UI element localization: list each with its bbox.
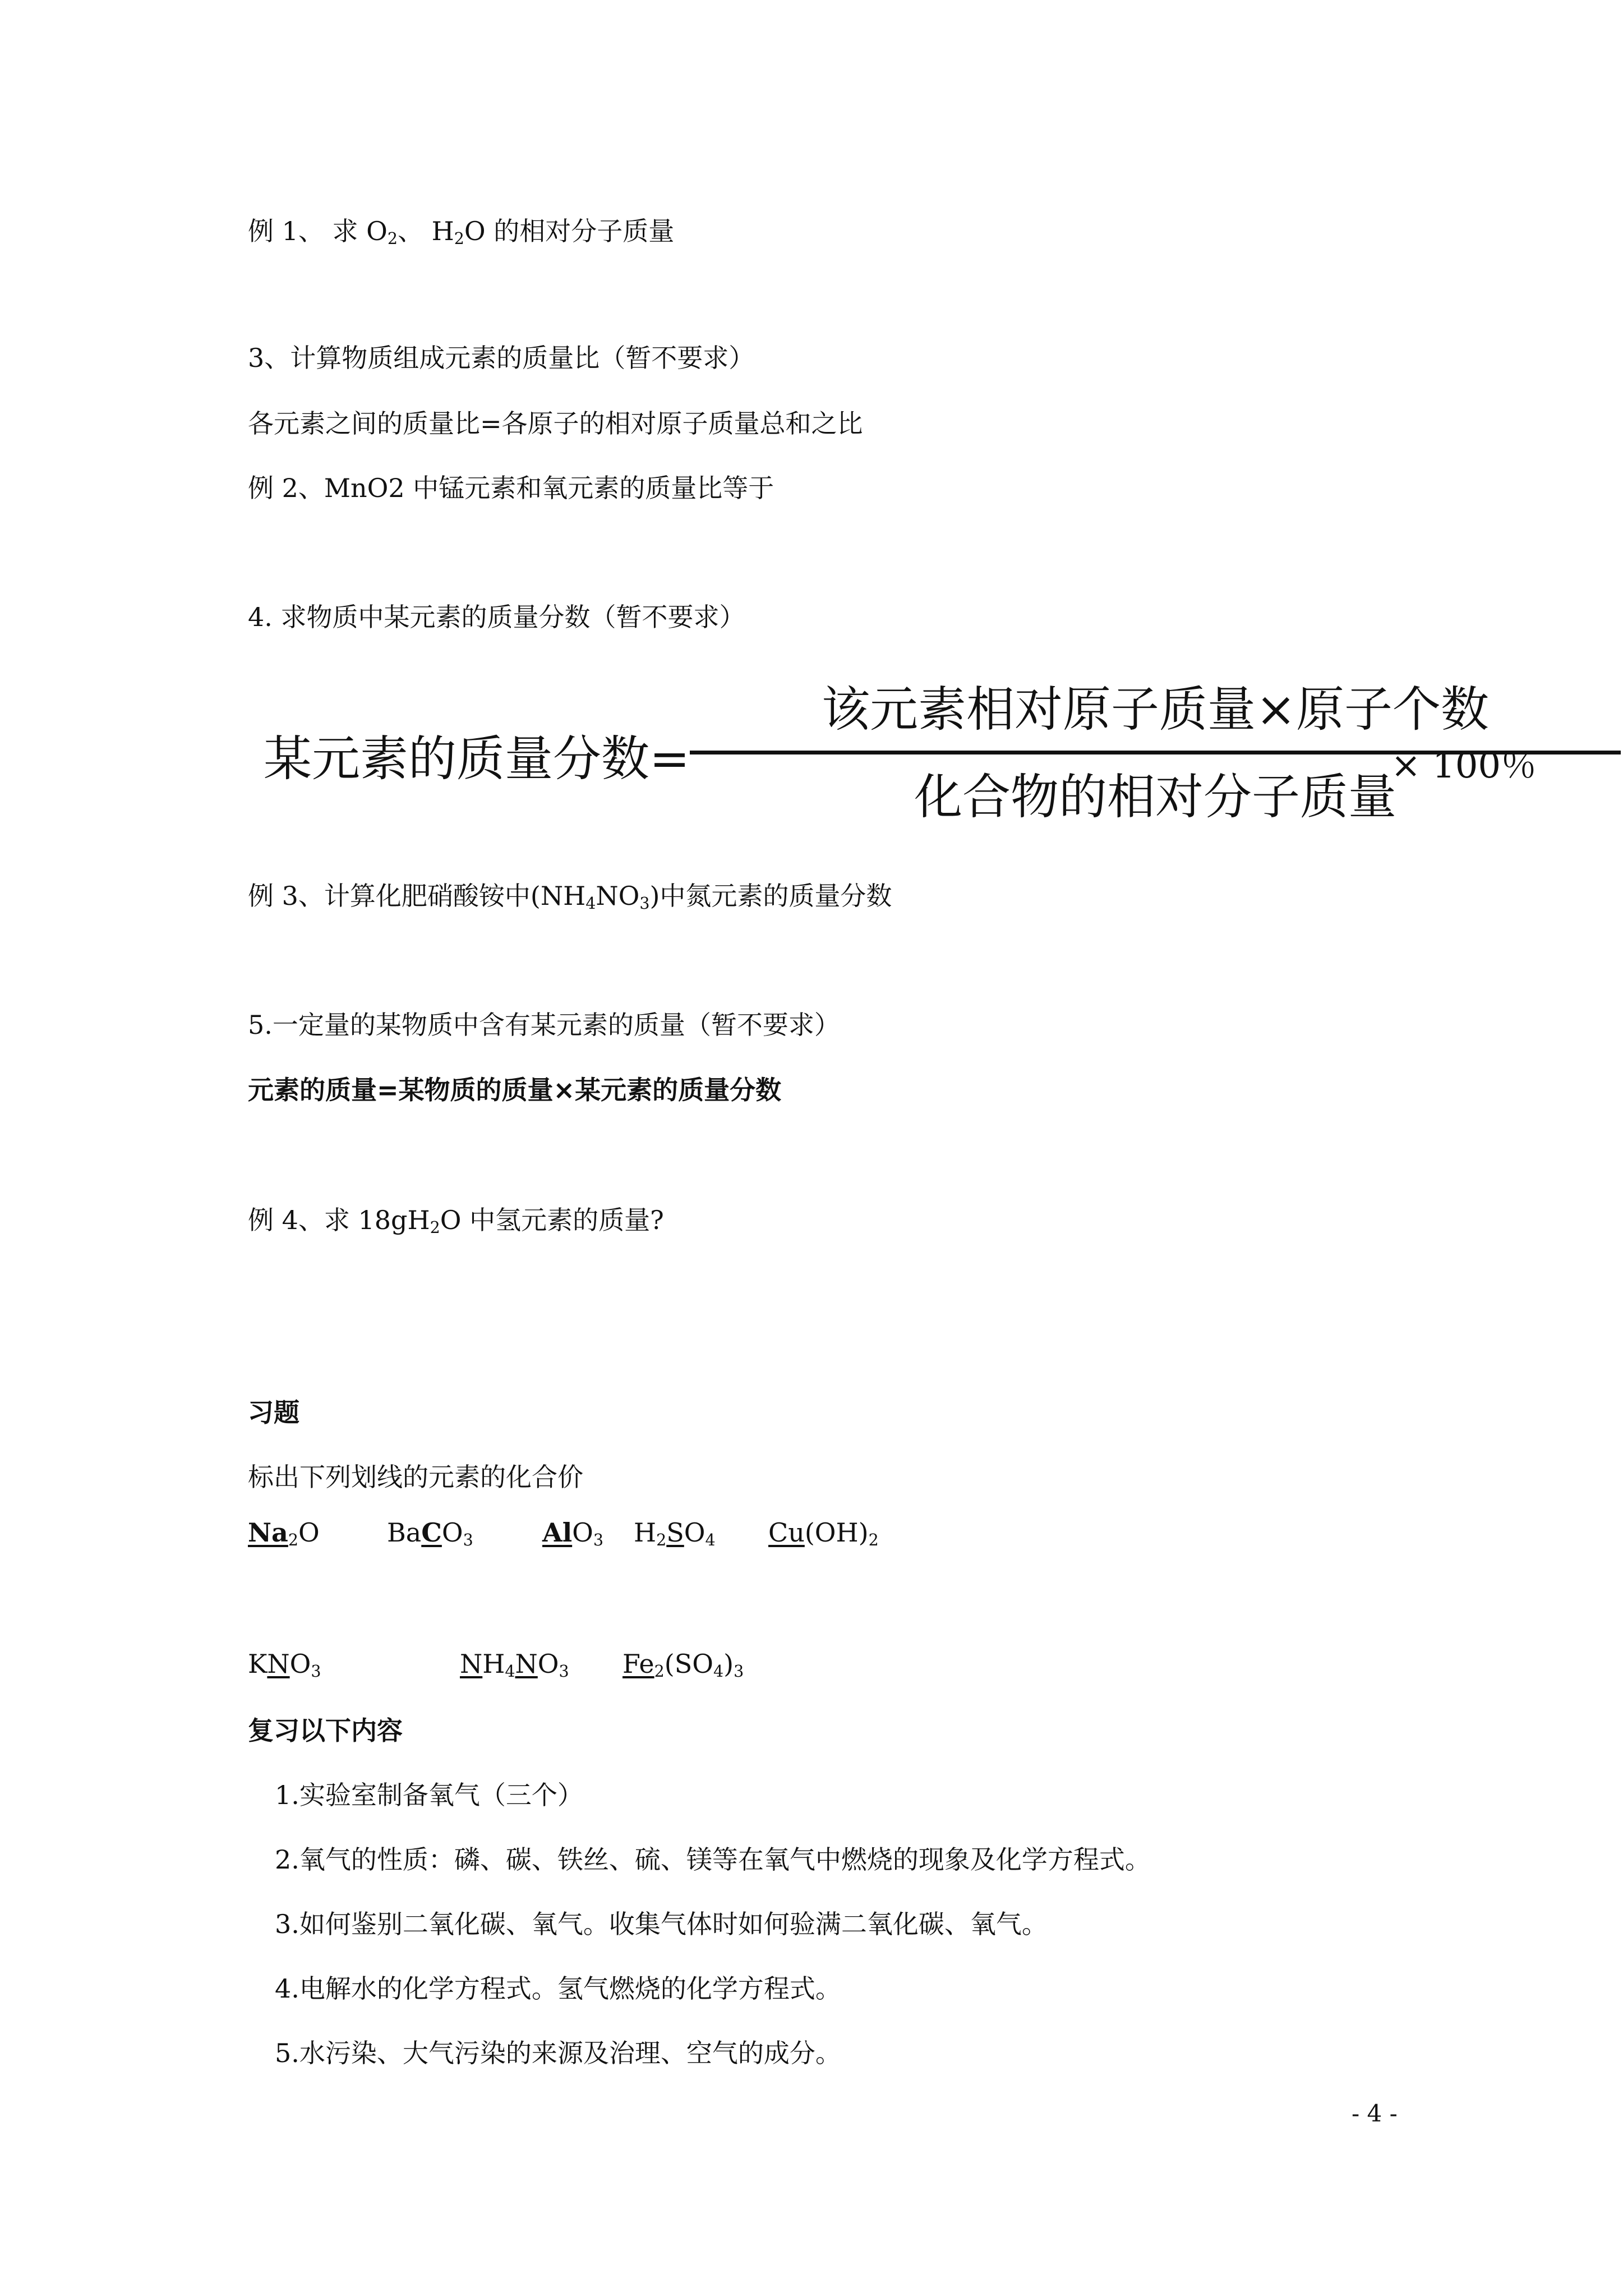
subscript: 3 [593, 1531, 604, 1550]
subscript: 2 [656, 1531, 667, 1550]
underlined-element: Na [248, 1517, 288, 1548]
example-4-text: 例 4、求 18gH [248, 1205, 430, 1235]
subscript: 2 [868, 1531, 879, 1550]
subscript: 2 [387, 229, 398, 249]
formula-part: H [634, 1517, 657, 1548]
section-4-title: 4. 求物质中某元素的质量分数（暂不要求） [248, 602, 745, 632]
exercises-heading: 习题 [248, 1397, 299, 1428]
section-5-title: 5.一定量的某物质中含有某元素的质量（暂不要求） [248, 1010, 840, 1040]
compound-cu-oh-2 [768, 1516, 879, 1549]
mass-fraction-formula [264, 679, 1570, 841]
subscript: 2 [654, 1662, 665, 1681]
underlined-element: N [515, 1649, 538, 1679]
review-item: 2.氧气的性质：磷、碳、铁丝、硫、镁等在氧气中燃烧的现象及化学方程式。 [275, 1844, 1151, 1875]
compound-nh4no3 [460, 1647, 569, 1681]
section-3-title: 3、计算物质组成元素的质量比（暂不要求） [248, 343, 755, 373]
formula-part: Ba [387, 1517, 422, 1548]
formula-denominator: 化合物的相对分子质量 [914, 769, 1396, 825]
underlined-element: Fe [623, 1649, 654, 1679]
review-item: 1.实验室制备氧气（三个） [275, 1780, 583, 1810]
formula-part: (OH) [804, 1517, 869, 1548]
section-3-rule: 各元素之间的质量比=各原子的相对原子质量总和之比 [248, 408, 863, 439]
subscript: 3 [559, 1662, 569, 1681]
compound-baco3 [387, 1516, 473, 1549]
underlined-element: Al [542, 1517, 573, 1548]
subscript: 3 [463, 1531, 473, 1550]
formula-label: 某元素的质量分数= [264, 731, 690, 787]
underlined-element: N [460, 1649, 483, 1679]
example-1-text: O 的相对分子质量 [464, 216, 675, 246]
review-heading: 复习以下内容 [248, 1715, 403, 1746]
formula-part: O [537, 1649, 559, 1679]
formula-part: O [289, 1649, 311, 1679]
subscript: 4 [505, 1662, 515, 1681]
example-3-text: )中氮元素的质量分数 [649, 881, 892, 911]
underlined-element: Cu [768, 1517, 805, 1548]
subscript: 4 [713, 1662, 724, 1681]
compound-kno3 [248, 1647, 321, 1681]
example-2: 例 2、MnO2 中锰元素和氧元素的质量比等于 [248, 473, 774, 503]
example-3-text: 例 3、计算化肥硝酸铵中(NH [248, 881, 586, 911]
formula-part: O [441, 1517, 463, 1548]
formula-part: O [298, 1517, 320, 1548]
formula-multiplier: × 100％ [1391, 745, 1537, 786]
subscript: 2 [430, 1218, 440, 1237]
formula-part: O [684, 1517, 706, 1548]
formula-part: K [248, 1649, 268, 1679]
example-3-text: NO [596, 881, 640, 911]
section-5-rule: 元素的质量=某物质的质量×某元素的质量分数 [248, 1075, 782, 1105]
formula-numerator: 该元素相对原子质量×原子个数 [821, 682, 1490, 738]
compound-h2so4 [634, 1516, 716, 1549]
page-number: - 4 - [1352, 2100, 1398, 2127]
formula-part: (SO [664, 1649, 713, 1679]
subscript: 3 [311, 1662, 321, 1681]
review-item: 3.如何鉴别二氧化碳、氧气。收集气体时如何验满二氧化碳、氧气。 [275, 1909, 1048, 1939]
compound-alo3 [542, 1516, 603, 1549]
compound-na2o [248, 1516, 320, 1549]
underlined-element: N [267, 1649, 290, 1679]
subscript: 4 [705, 1531, 716, 1550]
example-4 [248, 1203, 664, 1237]
formula-part: ) [723, 1649, 734, 1679]
underlined-element: S [666, 1517, 684, 1548]
subscript: 2 [454, 229, 464, 249]
subscript: 4 [585, 894, 596, 913]
underlined-element: C [421, 1517, 442, 1548]
review-item: 5.水污染、大气污染的来源及治理、空气的成分。 [275, 2038, 841, 2068]
compound-fe2-so4-3 [623, 1647, 744, 1681]
example-1-text: 、 H [398, 216, 454, 246]
example-3 [248, 879, 892, 913]
review-item: 4.电解水的化学方程式。氢气燃烧的化学方程式。 [275, 1973, 841, 2004]
subscript: 2 [288, 1531, 299, 1550]
exercises-instruction: 标出下列划线的元素的化合价 [248, 1462, 583, 1492]
formula-part: O [572, 1517, 593, 1548]
formula-part: H [482, 1649, 505, 1679]
example-4-text: O 中氢元素的质量? [440, 1205, 664, 1235]
example-1-text: 例 1、 求 O [248, 216, 388, 246]
example-1 [248, 214, 674, 248]
subscript: 3 [734, 1662, 744, 1681]
subscript: 3 [639, 894, 650, 913]
